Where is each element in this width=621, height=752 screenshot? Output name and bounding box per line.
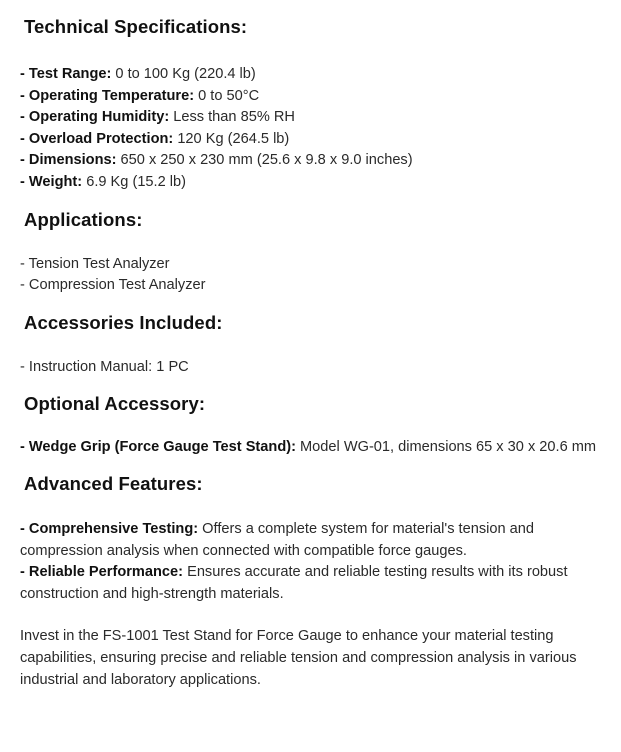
feature-value: Offers a complete system for material's tension and compression analysis when connected with compatible force gauges. [20, 520, 535, 559]
optional-accessory-value: Model WG-01, dimensions 65 x 30 x 20.6 mm [295, 439, 597, 456]
optional-accessory-item [20, 437, 615, 459]
feature-value: Ensures accurate and reliable testing results with its robust construction and high-strength materials. [20, 564, 568, 602]
accessory-item: - Instruction Manual: 1 PC [20, 358, 189, 375]
spec-value: 0 to 100 Kg (220.4 lb) [111, 66, 256, 82]
spec-operating-humidity [20, 107, 615, 129]
spec-test-range [20, 64, 615, 86]
feature-label: - Comprehensive Testing: [20, 520, 199, 537]
spec-label: - Overload Protection: [20, 130, 174, 147]
spec-value: 650 x 250 x 230 mm (25.6 x 9.8 x 9.0 inches) [116, 152, 413, 169]
optional-accessory-heading: Optional Accessory: [24, 393, 206, 415]
feature-reliable-performance [20, 562, 615, 605]
spec-value: 0 to 50°C [194, 87, 260, 104]
spec-label: - Test Range: [20, 66, 112, 82]
spec-overload-protection [20, 129, 615, 151]
applications-list [20, 254, 615, 297]
applications-heading: Applications: [24, 208, 143, 230]
technical-specifications-heading: Technical Specifications: [24, 16, 248, 37]
feature-comprehensive-testing [20, 519, 615, 562]
spec-label: - Dimensions: [20, 152, 117, 169]
product-description [20, 0, 615, 691]
spec-dimensions [20, 150, 615, 172]
spec-value: 6.9 Kg (15.2 lb) [82, 173, 186, 190]
advanced-features-heading: Advanced Features: [24, 472, 203, 494]
application-item: - Tension Test Analyzer [20, 255, 170, 272]
optional-accessory-label: - Wedge Grip (Force Gauge Test Stand): [20, 439, 296, 456]
spec-value: Less than 85% RH [169, 109, 295, 126]
spec-value: 120 Kg (264.5 lb) [173, 130, 290, 147]
spec-label: - Operating Temperature: [20, 87, 195, 104]
spec-weight [20, 172, 615, 194]
feature-label: - Reliable Performance: [20, 564, 184, 581]
application-item: - Compression Test Analyzer [20, 277, 206, 294]
closing-paragraph: Invest in the FS-1001 Test Stand for Force Gauge to enhance your material testing capabilities, ensuring precise and reliable tension and compression analysis in various industrial and laboratory applications. [20, 628, 577, 688]
technical-specifications-list [20, 64, 615, 194]
accessories-list [20, 357, 615, 379]
spec-operating-temperature [20, 86, 615, 108]
spec-label: - Operating Humidity: [20, 109, 170, 126]
accessories-heading: Accessories Included: [24, 311, 223, 333]
advanced-features-list [20, 519, 615, 605]
spec-label: - Weight: [20, 173, 83, 190]
optional-accessory-list [20, 437, 615, 459]
